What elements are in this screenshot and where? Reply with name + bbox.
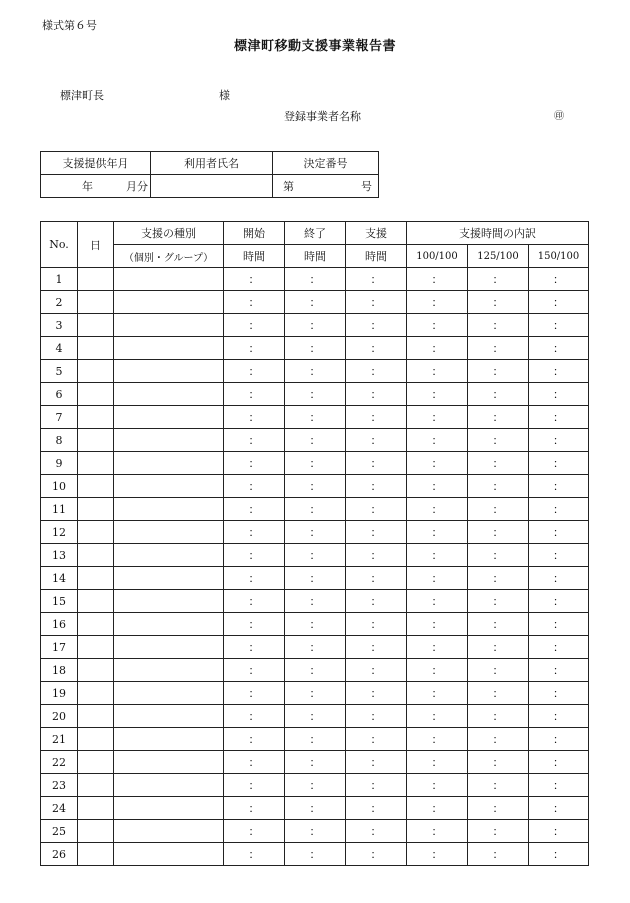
day-field[interactable] <box>78 291 114 314</box>
rate-100-field[interactable]: ： <box>407 360 468 383</box>
start-time-field[interactable]: ： <box>224 682 285 705</box>
table-row <box>41 820 589 843</box>
rate-150-field[interactable]: ： <box>529 613 589 636</box>
start-time-field[interactable]: ： <box>224 383 285 406</box>
day-field[interactable] <box>78 774 114 797</box>
start-time-field[interactable]: ： <box>224 659 285 682</box>
end-time-field[interactable]: ： <box>285 475 346 498</box>
row-number: 7 <box>41 406 78 429</box>
header-start: 開始 <box>224 222 285 245</box>
support-type-field[interactable] <box>114 613 224 636</box>
support-record-table <box>40 221 589 866</box>
row-number: 15 <box>41 590 78 613</box>
row-number: 25 <box>41 820 78 843</box>
rate-125-field[interactable]: ： <box>468 360 529 383</box>
rate-100-field[interactable]: ： <box>407 728 468 751</box>
table-row <box>41 590 589 613</box>
table-row <box>41 268 589 291</box>
rate-150-field[interactable]: ： <box>529 843 589 866</box>
support-type-field[interactable] <box>114 705 224 728</box>
end-time-field[interactable]: ： <box>285 843 346 866</box>
header-row-1 <box>41 222 589 245</box>
rate-100-field[interactable]: ： <box>407 429 468 452</box>
support-type-field[interactable] <box>114 383 224 406</box>
rate-125-field[interactable]: ： <box>468 820 529 843</box>
start-time-field[interactable]: ： <box>224 291 285 314</box>
start-time-field[interactable]: ： <box>224 406 285 429</box>
rate-125-field[interactable]: ： <box>468 705 529 728</box>
end-time-field[interactable]: ： <box>285 820 346 843</box>
header-start-time: 時間 <box>224 245 285 268</box>
table-row <box>41 383 589 406</box>
end-time-field[interactable]: ： <box>285 314 346 337</box>
document-title: 標津町移動支援事業報告書 <box>233 39 396 54</box>
table-row <box>41 521 589 544</box>
day-field[interactable] <box>78 613 114 636</box>
rate-150-field[interactable]: ： <box>529 659 589 682</box>
day-field[interactable] <box>78 406 114 429</box>
rate-125-field[interactable]: ： <box>468 337 529 360</box>
rate-125-field[interactable]: ： <box>468 475 529 498</box>
rate-100-field[interactable]: ： <box>407 590 468 613</box>
rate-100-field[interactable]: ： <box>407 337 468 360</box>
rate-150-field[interactable]: ： <box>529 820 589 843</box>
rate-125-field[interactable]: ： <box>468 314 529 337</box>
end-time-field[interactable]: ： <box>285 406 346 429</box>
support-time-field[interactable]: ： <box>346 452 407 475</box>
rate-125-field[interactable]: ： <box>468 613 529 636</box>
rate-150-field[interactable]: ： <box>529 498 589 521</box>
support-month-field[interactable] <box>41 175 151 198</box>
rate-150-field[interactable]: ： <box>529 728 589 751</box>
support-time-field[interactable]: ： <box>346 383 407 406</box>
rate-125-field[interactable]: ： <box>468 728 529 751</box>
rate-125-field[interactable]: ： <box>468 429 529 452</box>
rate-150-field[interactable]: ： <box>529 751 589 774</box>
rate-125-field[interactable]: ： <box>468 291 529 314</box>
rate-100-field[interactable]: ： <box>407 383 468 406</box>
rate-150-field[interactable]: ： <box>529 337 589 360</box>
header-support-type: 支援の種別 <box>114 222 224 245</box>
support-time-field[interactable]: ： <box>346 498 407 521</box>
rate-100-field[interactable]: ： <box>407 475 468 498</box>
table-row <box>41 291 589 314</box>
row-number: 9 <box>41 452 78 475</box>
day-field[interactable] <box>78 590 114 613</box>
end-time-field[interactable]: ： <box>285 544 346 567</box>
start-time-field[interactable]: ： <box>224 452 285 475</box>
day-field[interactable] <box>78 268 114 291</box>
row-number: 6 <box>41 383 78 406</box>
end-time-field[interactable]: ： <box>285 636 346 659</box>
day-field[interactable] <box>78 636 114 659</box>
header-row-2 <box>41 245 589 268</box>
support-type-field[interactable] <box>114 291 224 314</box>
support-time-field[interactable]: ： <box>346 636 407 659</box>
support-time-field[interactable]: ： <box>346 429 407 452</box>
support-type-field[interactable] <box>114 498 224 521</box>
support-time-field[interactable]: ： <box>346 820 407 843</box>
rate-100-field[interactable]: ： <box>407 521 468 544</box>
support-time-field[interactable]: ： <box>346 774 407 797</box>
end-time-field[interactable]: ： <box>285 383 346 406</box>
rate-125-field[interactable]: ： <box>468 636 529 659</box>
header-rate-125: 125/100 <box>468 245 529 268</box>
rate-100-field[interactable]: ： <box>407 567 468 590</box>
table-row <box>41 636 589 659</box>
rate-100-field[interactable]: ： <box>407 774 468 797</box>
end-time-field[interactable]: ： <box>285 498 346 521</box>
support-type-field[interactable] <box>114 843 224 866</box>
rate-100-field[interactable]: ： <box>407 452 468 475</box>
table-row <box>41 751 589 774</box>
row-number: 23 <box>41 774 78 797</box>
row-number: 20 <box>41 705 78 728</box>
honorific: 様 <box>219 89 230 102</box>
end-time-field[interactable]: ： <box>285 360 346 383</box>
rate-100-field[interactable]: ： <box>407 613 468 636</box>
month-label: 月分 <box>126 180 148 193</box>
row-number: 17 <box>41 636 78 659</box>
support-time-field[interactable]: ： <box>346 682 407 705</box>
end-time-field[interactable]: ： <box>285 291 346 314</box>
support-type-field[interactable] <box>114 636 224 659</box>
rate-150-field[interactable]: ： <box>529 429 589 452</box>
rate-100-field[interactable]: ： <box>407 682 468 705</box>
rate-150-field[interactable]: ： <box>529 705 589 728</box>
rate-100-field[interactable]: ： <box>407 659 468 682</box>
rate-125-field[interactable]: ： <box>468 682 529 705</box>
table-row <box>41 705 589 728</box>
table-row <box>41 613 589 636</box>
support-time-field[interactable]: ： <box>346 475 407 498</box>
table-row <box>41 544 589 567</box>
day-field[interactable] <box>78 337 114 360</box>
start-time-field[interactable]: ： <box>224 475 285 498</box>
table-row <box>41 406 589 429</box>
form-number: 様式第６号 <box>42 19 97 32</box>
start-time-field[interactable]: ： <box>224 797 285 820</box>
rate-150-field[interactable]: ： <box>529 291 589 314</box>
support-type-field[interactable] <box>114 590 224 613</box>
start-time-field[interactable]: ： <box>224 751 285 774</box>
support-time-field[interactable]: ： <box>346 406 407 429</box>
start-time-field[interactable]: ： <box>224 498 285 521</box>
support-time-field[interactable]: ： <box>346 337 407 360</box>
rate-150-field[interactable]: ： <box>529 567 589 590</box>
support-time-field[interactable]: ： <box>346 521 407 544</box>
start-time-field[interactable]: ： <box>224 636 285 659</box>
header-end-time: 時間 <box>285 245 346 268</box>
rate-100-field[interactable]: ： <box>407 636 468 659</box>
table-row <box>41 475 589 498</box>
support-type-field[interactable] <box>114 268 224 291</box>
rate-125-field[interactable]: ： <box>468 797 529 820</box>
rate-150-field[interactable]: ： <box>529 590 589 613</box>
rate-125-field[interactable]: ： <box>468 843 529 866</box>
table-row <box>41 682 589 705</box>
support-type-field[interactable] <box>114 475 224 498</box>
day-field[interactable] <box>78 475 114 498</box>
end-time-field[interactable]: ： <box>285 452 346 475</box>
table-row <box>41 728 589 751</box>
seal-icon: ㊞ <box>554 111 564 122</box>
row-number: 4 <box>41 337 78 360</box>
rate-125-field[interactable]: ： <box>468 544 529 567</box>
rate-100-field[interactable]: ： <box>407 797 468 820</box>
support-type-field[interactable] <box>114 406 224 429</box>
table-row <box>41 659 589 682</box>
table-row <box>41 337 589 360</box>
support-time-field[interactable]: ： <box>346 751 407 774</box>
rate-125-field[interactable]: ： <box>468 774 529 797</box>
end-time-field[interactable]: ： <box>285 774 346 797</box>
day-field[interactable] <box>78 751 114 774</box>
number-prefix: 第 <box>283 180 294 193</box>
row-number: 13 <box>41 544 78 567</box>
end-time-field[interactable]: ： <box>285 751 346 774</box>
header-support-time: 時間 <box>346 245 407 268</box>
user-name-field[interactable] <box>151 175 273 198</box>
number-suffix: 号 <box>361 180 372 193</box>
support-type-field[interactable] <box>114 820 224 843</box>
header-support-type-sub: （個別・グループ） <box>114 245 224 268</box>
start-time-field[interactable]: ： <box>224 820 285 843</box>
year-label: 年 <box>82 180 93 193</box>
rate-125-field[interactable]: ： <box>468 659 529 682</box>
row-number: 16 <box>41 613 78 636</box>
header-no: No. <box>41 222 78 268</box>
rate-125-field[interactable]: ： <box>468 567 529 590</box>
start-time-field[interactable]: ： <box>224 268 285 291</box>
table-row <box>41 452 589 475</box>
support-time-field[interactable]: ： <box>346 567 407 590</box>
rate-100-field[interactable]: ： <box>407 314 468 337</box>
table-row <box>41 314 589 337</box>
support-type-field[interactable] <box>114 659 224 682</box>
header-support-month: 支援提供年月 <box>41 152 151 175</box>
rate-150-field[interactable]: ： <box>529 774 589 797</box>
row-number: 11 <box>41 498 78 521</box>
row-number: 19 <box>41 682 78 705</box>
end-time-field[interactable]: ： <box>285 429 346 452</box>
row-number: 2 <box>41 291 78 314</box>
end-time-field[interactable]: ： <box>285 567 346 590</box>
rate-100-field[interactable]: ： <box>407 705 468 728</box>
rate-100-field[interactable]: ： <box>407 291 468 314</box>
row-number: 12 <box>41 521 78 544</box>
rate-100-field[interactable]: ： <box>407 544 468 567</box>
table-row <box>41 498 589 521</box>
day-field[interactable] <box>78 728 114 751</box>
day-field[interactable] <box>78 521 114 544</box>
header-end: 終了 <box>285 222 346 245</box>
rate-100-field[interactable]: ： <box>407 820 468 843</box>
rate-100-field[interactable]: ： <box>407 843 468 866</box>
row-number: 24 <box>41 797 78 820</box>
start-time-field[interactable]: ： <box>224 544 285 567</box>
support-type-field[interactable] <box>114 452 224 475</box>
rate-125-field[interactable]: ： <box>468 521 529 544</box>
row-number: 8 <box>41 429 78 452</box>
support-type-field[interactable] <box>114 797 224 820</box>
header-breakdown: 支援時間の内訳 <box>407 222 589 245</box>
rate-150-field[interactable]: ： <box>529 406 589 429</box>
day-field[interactable] <box>78 383 114 406</box>
decision-number-field[interactable] <box>273 175 379 198</box>
rate-125-field[interactable]: ： <box>468 383 529 406</box>
day-field[interactable] <box>78 567 114 590</box>
start-time-field[interactable]: ： <box>224 567 285 590</box>
support-time-field[interactable]: ： <box>346 314 407 337</box>
header-day: 日 <box>78 222 114 268</box>
start-time-field[interactable]: ： <box>224 521 285 544</box>
support-time-field[interactable]: ： <box>346 590 407 613</box>
info-header-row <box>41 152 379 175</box>
rate-125-field[interactable]: ： <box>468 406 529 429</box>
rate-100-field[interactable]: ： <box>407 751 468 774</box>
start-time-field[interactable]: ： <box>224 429 285 452</box>
end-time-field[interactable]: ： <box>285 797 346 820</box>
addressee: 標津町長 <box>60 89 104 102</box>
support-type-field[interactable] <box>114 728 224 751</box>
support-time-field[interactable]: ： <box>346 291 407 314</box>
start-time-field[interactable]: ： <box>224 728 285 751</box>
rate-150-field[interactable]: ： <box>529 636 589 659</box>
info-table <box>40 151 379 198</box>
rate-125-field[interactable]: ： <box>468 498 529 521</box>
header-rate-150: 150/100 <box>529 245 589 268</box>
support-type-field[interactable] <box>114 682 224 705</box>
day-field[interactable] <box>78 314 114 337</box>
start-time-field[interactable]: ： <box>224 843 285 866</box>
rate-125-field[interactable]: ： <box>468 590 529 613</box>
header-rate-100: 100/100 <box>407 245 468 268</box>
row-number: 26 <box>41 843 78 866</box>
rate-125-field[interactable]: ： <box>468 452 529 475</box>
rate-150-field[interactable]: ： <box>529 475 589 498</box>
row-number: 5 <box>41 360 78 383</box>
end-time-field[interactable]: ： <box>285 590 346 613</box>
rate-150-field[interactable]: ： <box>529 452 589 475</box>
rate-150-field[interactable]: ： <box>529 682 589 705</box>
support-type-field[interactable] <box>114 567 224 590</box>
day-field[interactable] <box>78 843 114 866</box>
day-field[interactable] <box>78 820 114 843</box>
day-field[interactable] <box>78 797 114 820</box>
day-field[interactable] <box>78 544 114 567</box>
support-time-field[interactable]: ： <box>346 613 407 636</box>
info-value-row <box>41 175 379 198</box>
start-time-field[interactable]: ： <box>224 590 285 613</box>
support-type-field[interactable] <box>114 521 224 544</box>
end-time-field[interactable]: ： <box>285 613 346 636</box>
end-time-field[interactable]: ： <box>285 705 346 728</box>
start-time-field[interactable]: ： <box>224 360 285 383</box>
end-time-field[interactable]: ： <box>285 521 346 544</box>
day-field[interactable] <box>78 429 114 452</box>
rate-150-field[interactable]: ： <box>529 544 589 567</box>
start-time-field[interactable]: ： <box>224 613 285 636</box>
row-number: 14 <box>41 567 78 590</box>
start-time-field[interactable]: ： <box>224 337 285 360</box>
day-field[interactable] <box>78 659 114 682</box>
support-time-field[interactable]: ： <box>346 843 407 866</box>
day-field[interactable] <box>78 498 114 521</box>
rate-150-field[interactable]: ： <box>529 360 589 383</box>
support-type-field[interactable] <box>114 544 224 567</box>
row-number: 18 <box>41 659 78 682</box>
support-time-field[interactable]: ： <box>346 728 407 751</box>
end-time-field[interactable]: ： <box>285 659 346 682</box>
header-decision-number: 決定番号 <box>273 152 379 175</box>
support-type-field[interactable] <box>114 774 224 797</box>
end-time-field[interactable]: ： <box>285 728 346 751</box>
header-user-name: 利用者氏名 <box>151 152 273 175</box>
day-field[interactable] <box>78 360 114 383</box>
start-time-field[interactable]: ： <box>224 774 285 797</box>
row-number: 22 <box>41 751 78 774</box>
row-number: 1 <box>41 268 78 291</box>
rate-150-field[interactable]: ： <box>529 314 589 337</box>
support-time-field[interactable]: ： <box>346 705 407 728</box>
support-type-field[interactable] <box>114 337 224 360</box>
support-time-field[interactable]: ： <box>346 797 407 820</box>
row-number: 3 <box>41 314 78 337</box>
row-number: 10 <box>41 475 78 498</box>
rate-125-field[interactable]: ： <box>468 268 529 291</box>
rate-150-field[interactable]: ： <box>529 268 589 291</box>
day-field[interactable] <box>78 705 114 728</box>
operator-name-label: 登録事業者名称 <box>284 110 361 123</box>
support-time-field[interactable]: ： <box>346 268 407 291</box>
rate-150-field[interactable]: ： <box>529 383 589 406</box>
start-time-field[interactable]: ： <box>224 705 285 728</box>
support-time-field[interactable]: ： <box>346 659 407 682</box>
end-time-field[interactable]: ： <box>285 337 346 360</box>
table-row <box>41 797 589 820</box>
table-row <box>41 843 589 866</box>
header-support: 支援 <box>346 222 407 245</box>
table-row <box>41 429 589 452</box>
table-row <box>41 360 589 383</box>
rate-150-field[interactable]: ： <box>529 797 589 820</box>
support-type-field[interactable] <box>114 429 224 452</box>
support-type-field[interactable] <box>114 751 224 774</box>
rate-100-field[interactable]: ： <box>407 498 468 521</box>
table-row <box>41 774 589 797</box>
row-number: 21 <box>41 728 78 751</box>
support-time-field[interactable]: ： <box>346 544 407 567</box>
rate-125-field[interactable]: ： <box>468 751 529 774</box>
support-time-field[interactable]: ： <box>346 360 407 383</box>
rate-100-field[interactable]: ： <box>407 406 468 429</box>
start-time-field[interactable]: ： <box>224 314 285 337</box>
support-type-field[interactable] <box>114 314 224 337</box>
rate-150-field[interactable]: ： <box>529 521 589 544</box>
table-row <box>41 567 589 590</box>
rate-100-field[interactable]: ： <box>407 268 468 291</box>
end-time-field[interactable]: ： <box>285 682 346 705</box>
support-type-field[interactable] <box>114 360 224 383</box>
end-time-field[interactable]: ： <box>285 268 346 291</box>
day-field[interactable] <box>78 452 114 475</box>
day-field[interactable] <box>78 682 114 705</box>
